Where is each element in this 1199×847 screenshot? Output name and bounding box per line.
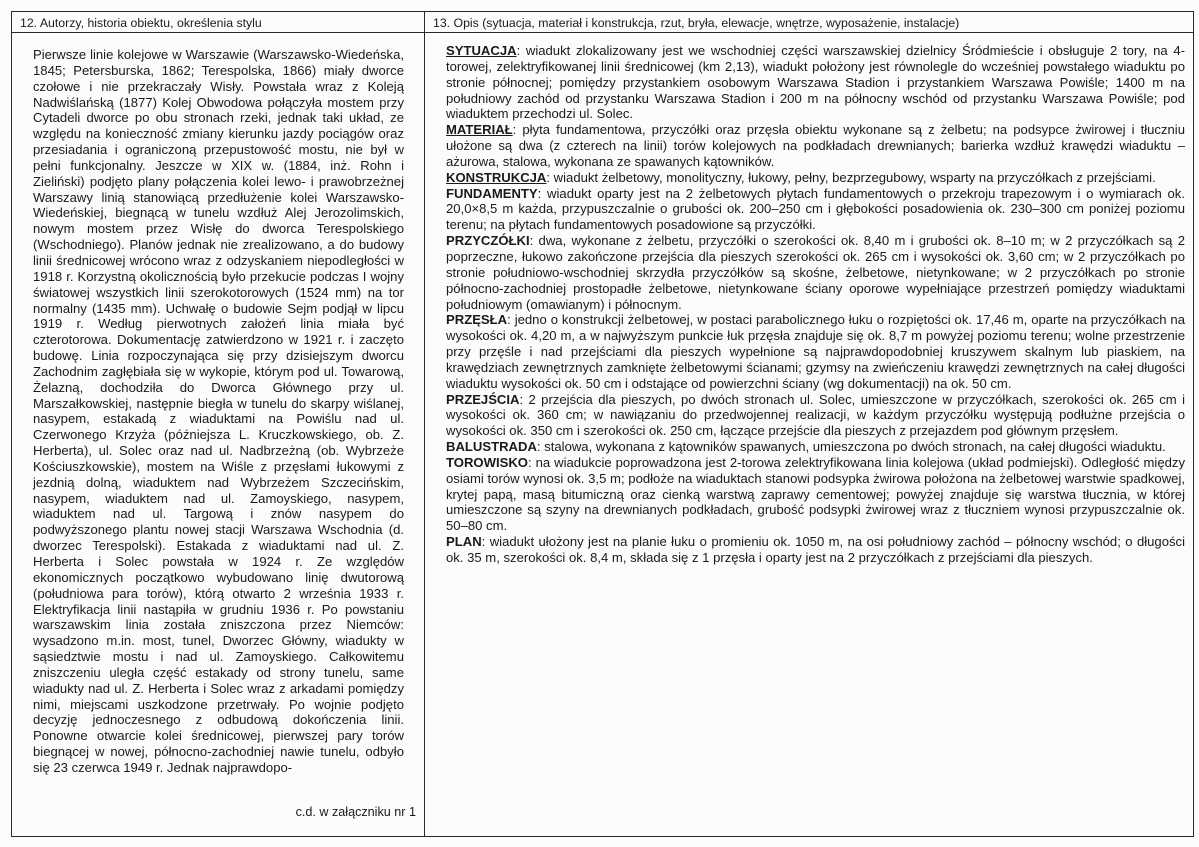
label-torowisko: TOROWISKO <box>446 454 528 470</box>
section-przesla <box>446 312 1185 391</box>
label-sytuacja: SYTUACJA <box>446 43 517 58</box>
section-13-column <box>425 12 1193 836</box>
text-torowisko: : na wiadukcie poprowadzona jest 2-torowa zelektryfikowana linia kolejowa (układ podmiejski). Odległość między osiami torów wynosi ok. 3,5 m; podłoże na wiaduktach stanowi podsypka żwirowa położona na żelbetowej warstwie spadkowej, krytej papą, masą bitumiczną oraz cienką warstwą zaprawy cementowej; powyżej znajduje się warstwa tłucznia, w której umieszczone są szyny na drewnianych podkładach, grubość podsypki żwirowej wraz z tłuczniem wynosi przypuszczalnie ok. 50–80 cm. <box>446 454 1185 534</box>
text-sytuacja: : wiadukt zlokalizowany jest we wschodniej części warszawskiej dzielnicy Śródmieście i obsługuje 2 tory, na 4-torowej, zelektryfikowanej linii średnicowej (km 2,13), wiadukt położony jest równolegle do wcześniej powstałego wiaduktu po stronie północnej; pomiędzy przystankiem osobowym Warszawa Stadion i przystankiem Warszawa Powiśle; 1400 m na południowy zachód od przystanku Warszawa Stadion i 200 m na północny wschód od przystanku Warszawa Powiśle; pod wiaduktem przechodzi ul. Solec. <box>446 43 1185 122</box>
description-text <box>425 33 1193 566</box>
section-material <box>446 122 1185 170</box>
continuation-note: c.d. w załączniku nr 1 <box>295 805 416 819</box>
text-fundamenty: : wiadukt oparty jest na 2 żelbetowych płytach fundamentowych o przekroju trapezowym i o wymiarach ok. 20,0×8,5 m każda, przypuszczalnie o grubości ok. 200–250 cm i głębokości posadowienia ok. 230–300 cm poniżej poziomu terenu; na płytach fundamentowych posadowione są przyczółki. <box>446 185 1185 233</box>
section-12-header: 12. Autorzy, historia obiektu, określenia stylu <box>12 12 424 33</box>
section-przejscia <box>446 392 1185 440</box>
section-13-header: 13. Opis (sytuacja, materiał i konstrukcja, rzut, bryła, elewacje, wnętrze, wyposażenie, instalacje) <box>425 12 1193 33</box>
text-material: : płyta fundamentowa, przyczółki oraz przęsła obiektu wykonane są z żelbetu; na podsypce żwirowej i tłuczniu ułożone są dwa (z czterech na linii) torów kolejowych na podkładach drewnianych; barierka wzdłuż krawędzi wiaduktu – ażurowa, stalowa, wykonana ze spawanych kątowników. <box>446 122 1185 169</box>
label-konstrukcja: KONSTRUKCJA <box>446 169 547 185</box>
label-plan: PLAN <box>446 534 482 550</box>
text-plan: : wiadukt ułożony jest na planie łuku o promieniu ok. 1050 m, na osi południowy zachód – północny wschód; o długości ok. 35 m, szerokości ok. 8,4 m, składa się z 1 przęsła i oparty jest na 2 przyczółkach z przejściami dla pieszych. <box>446 534 1185 565</box>
label-przesla: PRZĘSŁA <box>446 312 508 328</box>
text-przejscia: : 2 przejścia dla pieszych, po dwóch stronach ul. Solec, umieszczone w przyczółkach, szerokości ok. 265 cm i wysokości ok. 360 cm; w nawiązaniu do przedwojennej realizacji, w każdym przyczółku występują podłużne przejścia o wysokości ok. 350 cm i szerokości ok. 250 cm, łączące przejście dla pieszych z przejazdem pod głównym przęsłem. <box>446 391 1185 439</box>
label-balustrada: BALUSTRADA <box>446 439 537 455</box>
history-text <box>12 33 424 776</box>
label-przyczolki: PRZYCZÓŁKI <box>446 233 530 249</box>
section-plan <box>446 534 1185 566</box>
label-material: MATERIAŁ <box>446 122 513 138</box>
section-przyczolki <box>446 233 1185 312</box>
section-balustrada <box>446 439 1185 455</box>
text-przesla: : jedno o konstrukcji żelbetowej, w postaci parabolicznego łuku o rozpiętości ok. 17,46 m, oparte na przyczółkach na wysokości ok. 4,20 m, a w najwyższym punkcie łuk przęsła znajduje się ok. 8,7 m powyżej poziomu terenu; wolne przestrzenie przy przęśle i nad przejściami dla pieszych wypełnione są najprawdopodobniej kruszywem skalnym lub piaskiem, na krawędziach zewnętrznych zamknięte żelbetowymi ścianami; gzymsy na zwieńczeniu krawędzi zewnętrznych na całej długości wiaduktu wysokości ok. 50 cm i odstające od powierzchni ściany (wg dokumentacji) na ok. 50 cm. <box>446 312 1185 391</box>
section-sytuacja <box>446 43 1185 122</box>
text-przyczolki: : dwa, wykonane z żelbetu, przyczółki o szerokości ok. 8,40 m i grubości ok. 8–10 m; w 2 przyczółkach są 2 poprzeczne, łukowo zakończone przejścia dla pieszych szerokości ok. 265 cm i wysokości ok. 3,60 cm; w 2 przyczółkach po stronie południowo-wschodniej skrzydła przyczółków są skośne, żelbetowe, nietynkowane; w 2 przyczółkach po stronie północno-zachodniej prostopadłe żelbetowe, nietynkowane ściany oporowe wypełniające przestrzeń pomiędzy wiaduktami południowym (omawianym) i północnym. <box>446 233 1185 312</box>
form-frame <box>11 11 1194 837</box>
section-fundamenty <box>446 186 1185 234</box>
section-12-column <box>12 12 425 836</box>
label-fundamenty: FUNDAMENTY <box>446 185 538 201</box>
text-konstrukcja: : wiadukt żelbetowy, monolityczny, łukowy, pełny, bezprzegubowy, wsparty na przyczółkach z przejściami. <box>546 169 1156 185</box>
history-paragraph: Pierwsze linie kolejowe w Warszawie (Warszawsko-Wiedeńska, 1845; Petersburska, 1862; Terespolska, 1866) miały dworce czołowe i nie przekraczały Wisły. Powstała wraz z Koleją Nadwiślańską (1877) Kolej Obwodowa połączyła mostem przy Cytadeli dworce po obu stronach rzeki, jednak taki układ, ze względu na konieczność zmiany kierunku jazdy pociągów oraz przesiadania i ograniczoną przepustowość mostu, nie był w pełni funkcjonalny. Jeszcze w XIX w. (1884, inż. Rohn i Zieliński) podjęto plany połączenia kolei lewo- i prawobrzeżnej Warszawy linią stanowiącą przedłużenie kolei Warszawsko-Wiedeńskiej, biegnącą w tunelu wzdłuż Alej Jerozolimskich, nowym mostem przez Wisłę do dworca Terespolskiego (Wschodniego). Planów jednak nie zrealizowano, a do budowy linii średnicowej wrócono wraz z odzyskaniem niepodległości w 1918 r. Korzystną okolicznością było przekucie podczas I wojny światowej wszystkich linii szerokotorowych (1524 mm) na tor normalny (1435 mm). Uchwałę o budowie Sejm podjął w lipcu 1919 r. Według pierwotnych założeń linia miała być czterotorowa. Dokumentację zatwierdzono w 1921 r. i zaczęto budowę. Linia rozpoczynająca się przy dzisiejszym dworcu Zachodnim zagłębiała się w wykopie, którym pod ul. Towarową, Żelazną, dochodziła do Dworca Głównego przy ul. Marszałkowskiej, następnie biegła w tunelu do skarpy wiślanej, nasypem, estakadą z wiaduktami na Powiślu nad ul. Czerwonego Krzyża (późniejsza L. Kruczkowskiego, ob. Z. Herberta), ul. Solec oraz nad ul. Nadbrzeżną (ob. Wybrzeże Kościuszkowskie), mostem na Wiśle z przęsłami łukowymi z jezdnią dolną, wiaduktem nad Wybrzeżem Szczecińskim, nasypem, wiaduktem nad ul. Zamoyskiego, nasypem, wiaduktem nad ul. Targową i znów nasypem do podwyższonego plantu nowej stacji Warszawa Wschodnia (d. dworzec Terespolski). Estakada z wiaduktami nad ul. Z. Herberta i Solec powstała w 1924 r. Ze względów ekonomicznych początkowo wybudowano linię dwutorową (południowa para torów), którą otwarto 2 września 1933 r. Elektryfikacja linii nastąpiła w grudniu 1936 r. Po powstaniu warszawskim linia została zniszczona przez Niemców: wysadzono m.in. most, tunel, Dworzec Główny, wiadukty w sąsiedztwie mostu i nad ul. Zamoyskiego. Całkowitemu zniszczeniu uległa część estakady od strony tunelu, same wiadukty nad ul. Z. Herberta i Solec wraz z arkadami pomiędzy nimi, miejscami uszkodzone przetrwały. Po wojnie podjęto decyzję jednoczesnego z odbudową dokończenia linii. Ponowne otwarcie kolei średnicowej, pierwszej pary torów biegnącej w nowej, północno-zachodniej nawie tunelu, odbyło się 23 czerwca 1949 r. Jednak najprawdopo- <box>33 47 404 775</box>
text-balustrada: : stalowa, wykonana z kątowników spawanych, umieszczona po dwóch stronach, na całej długości wiaduktu. <box>536 439 1166 455</box>
section-torowisko <box>446 455 1185 534</box>
section-konstrukcja <box>446 170 1185 186</box>
label-przejscia: PRZEJŚCIA <box>446 391 520 407</box>
